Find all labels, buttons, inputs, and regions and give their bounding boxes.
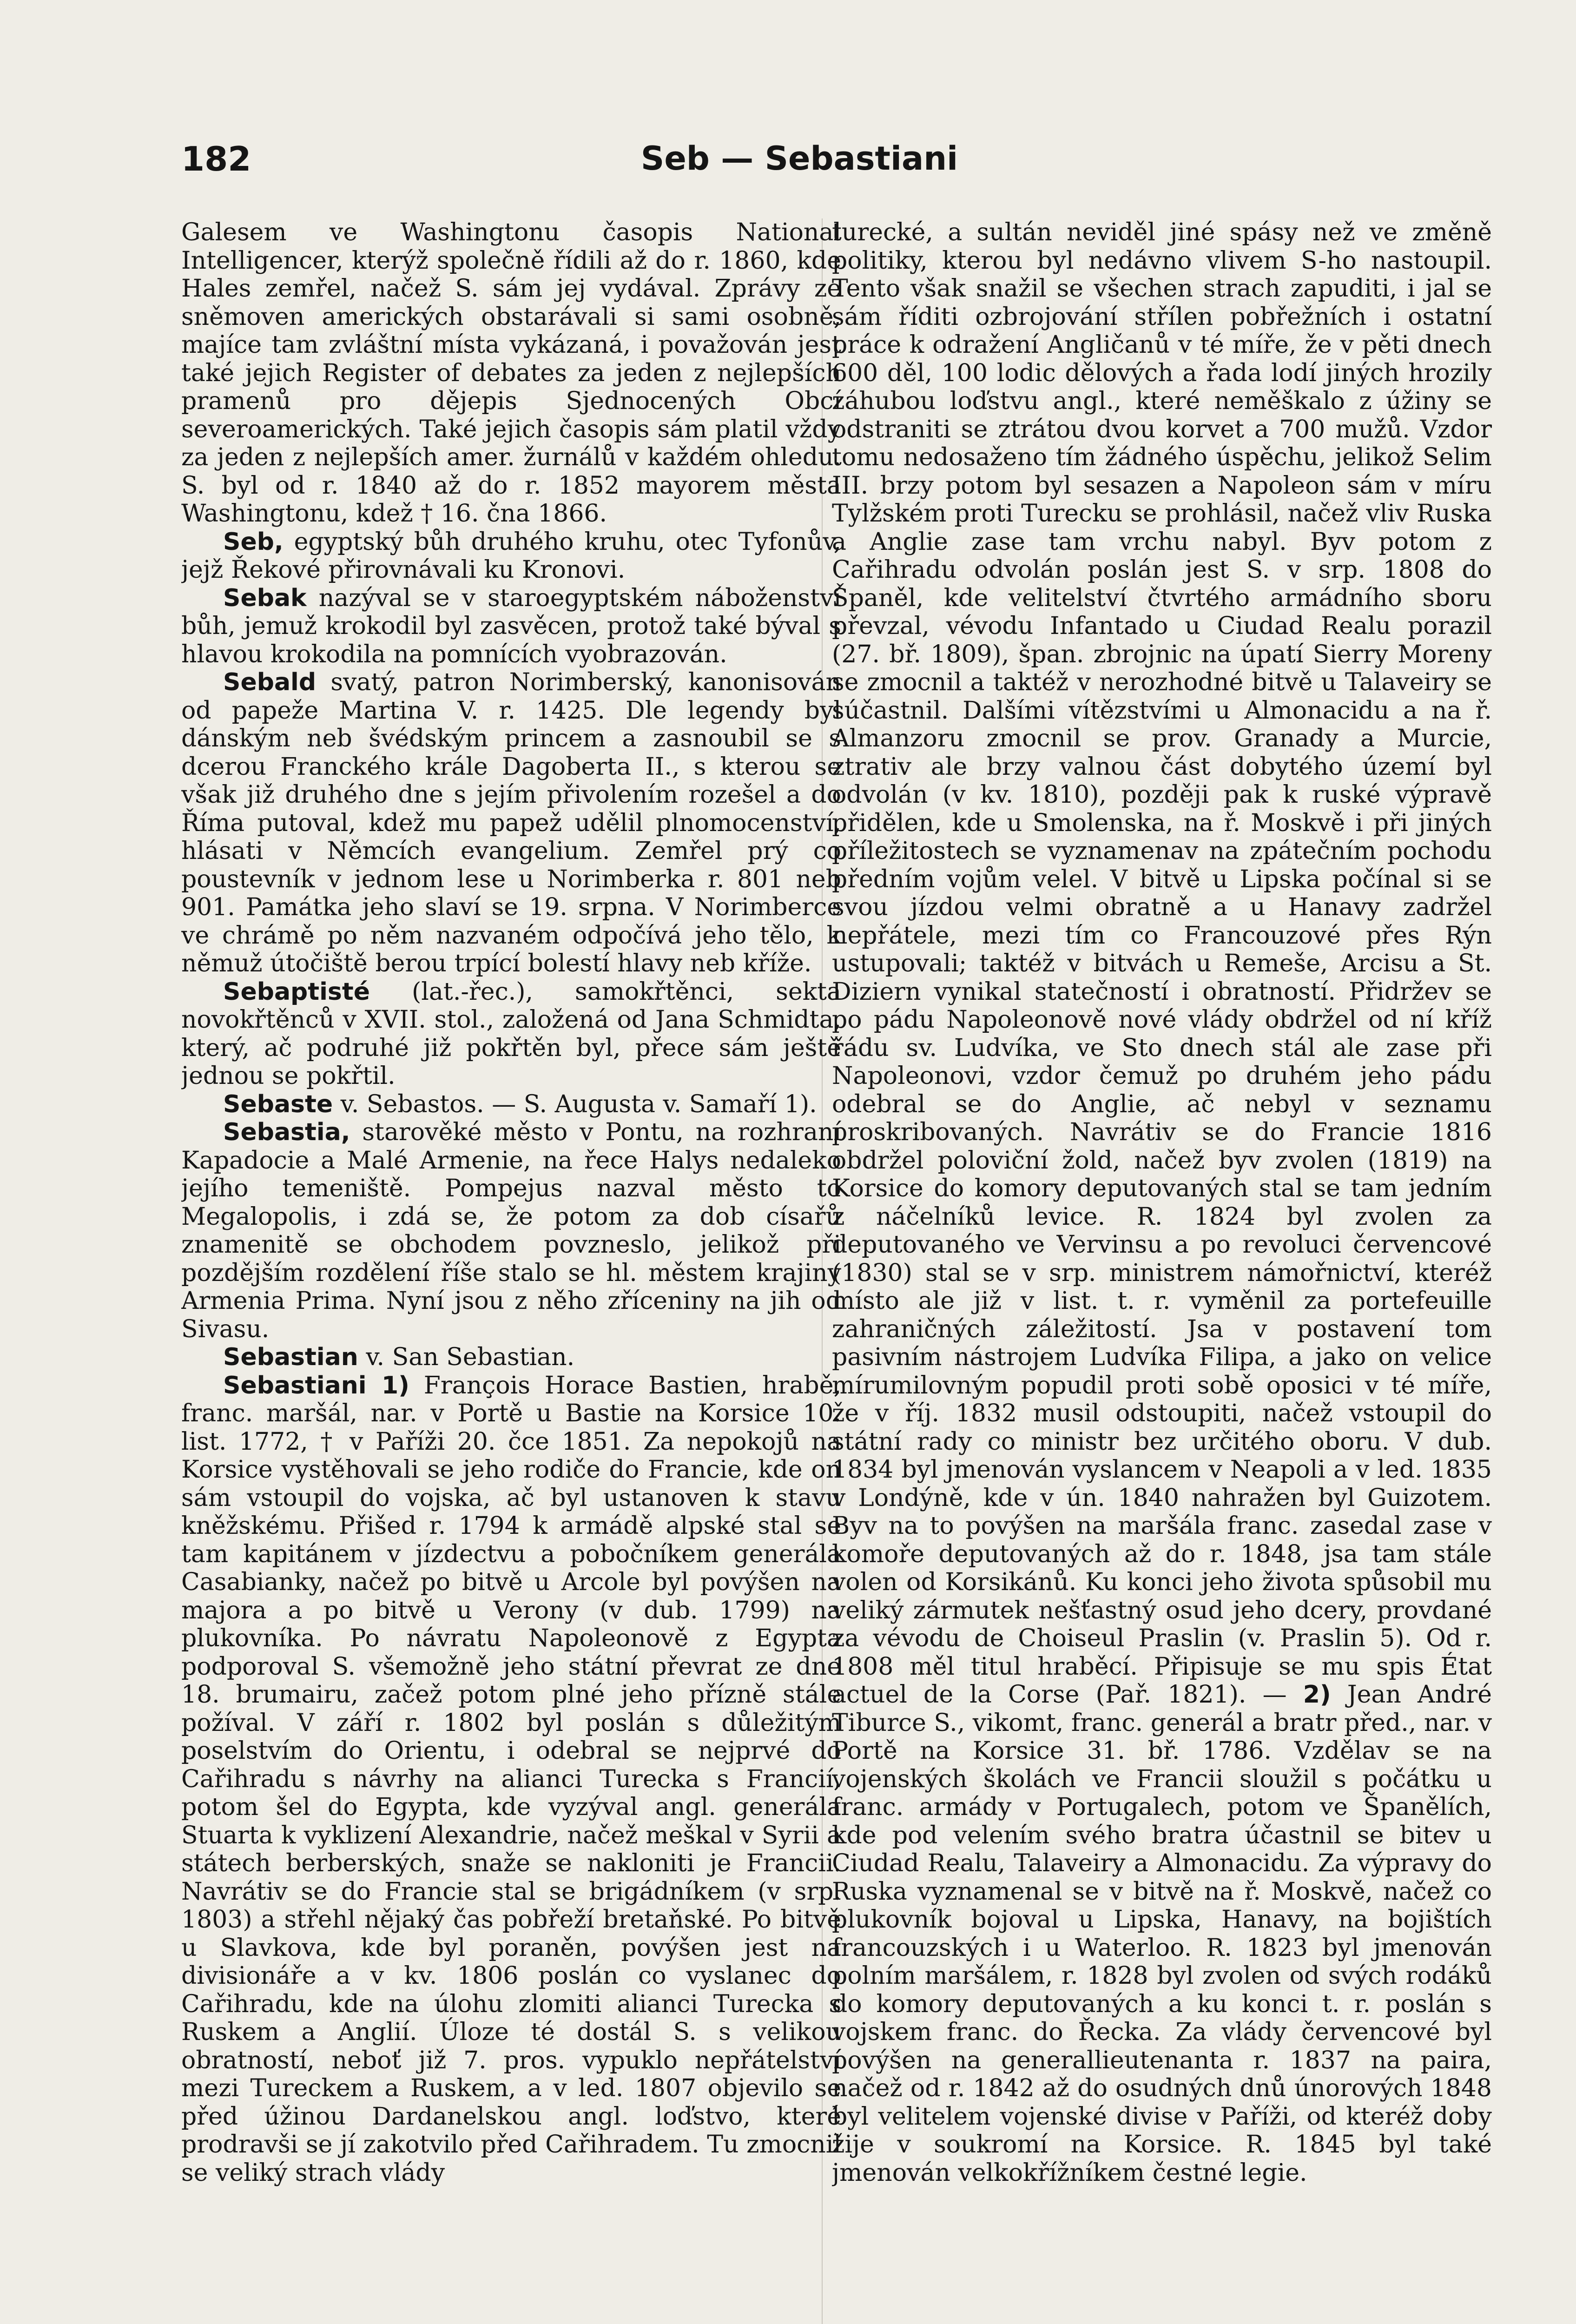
entry-sebastian xyxy=(181,1343,841,1372)
headword: Sebastia, xyxy=(223,1118,350,1146)
entry-sebastia xyxy=(181,1118,841,1343)
left-column xyxy=(181,218,841,2324)
entry-text: Jean André Tiburce S., vikomt, franc. generál a bratr před., nar. v Portě na Korsice 31. bř. 1786. Vzdělav se na vojenských školách ve Francii sloužil s počátku u franc. armády v Portugalech, potom ve Španělích, kde pod velením svého bratra účastnil se bitev u Ciudad Realu, Talaveiry a Almonacidu. Za výpravy do Ruska vyznamenal se v bitvě na ř. Moskvě, načež co plukovník bojoval u Lipska, Hanavy, na bojištích francouzských i u Waterloo. R. 1823 byl jmenován polním maršálem, r. 1828 byl zvolen od svých rodáků do komory deputovaných a ku konci t. r. poslán s vojskem franc. do Řecka. Za vlády červencové byl povýšen na generallieutenanta r. 1837 na paira, načež od r. 1842 až do osudných dnů únorových 1848 byl velitelem vojenské divise v Paříži, od kteréž doby žije v soukromí na Korsice. R. 1845 byl také jmenován velkokřížníkem čestné legie. xyxy=(832,1681,1492,2187)
entry-seb xyxy=(181,528,841,584)
entry-text: v. San Sebastian. xyxy=(366,1343,575,1371)
paragraph-continued: Galesem ve Washingtonu časopis National Intelligencer, kterýž společně řídili až do r. 1860, kde Hales zemřel, načež S. sám jej vydával. Zprávy ze sněmoven amerických obstarávali si sami osobně, majíce tam zvláštní místa vykázaná, i považován jest také jejich Register of debates za jeden z nejlepších pramenů pro dějepis Sjednocených Obcí severoamerických. Také jejich časopis sám platil vždy za jeden z nejlepších amer. žurnálů v každém ohledu. S. byl od r. 1840 až do r. 1852 mayorem města Washingtonu, kdež † 16. čna 1866. xyxy=(181,218,841,528)
headword: 2) xyxy=(1303,1681,1331,1709)
headword: Seb, xyxy=(223,528,284,556)
headword: Sebaste xyxy=(223,1090,333,1118)
page-number: 182 xyxy=(181,139,251,178)
headword: Sebak xyxy=(223,584,307,612)
entry-text: (lat.-řec.), samokřtěnci, sekta novokřtěnců v XVII. stol., založená od Jana Schmidta, který, ač podruhé již pokřtěn byl, přece sám ještě jednou se pokřtil. xyxy=(181,977,841,1090)
entry-text: v. Sebastos. — S. Augusta v. Samaří 1). xyxy=(340,1090,817,1118)
entry-text: turecké, a sultán neviděl jiné spásy než ve změně politiky, kterou byl nedávno vlivem S-ho nastoupil. Tento však snažil se všechen strach zapuditi, i jal se sám říditi ozbrojování střílen pobřežních i ostatní práce k odražení Angličanů v té míře, že v pěti dnech 600 děl, 100 lodic dělových a řada lodí jiných hrozily záhubou loďstvu angl., které neměškalo z úžiny se odstraniti se ztrátou dvou korvet a 700 mužů. Vzdor tomu nedosaženo tím žádného úspěchu, jelikož Selim III. brzy potom byl sesazen a Napoleon sám v míru Tylžském proti Turecku se prohlásil, načež vliv Ruska a Anglie zase tam vrchu nabyl. Byv potom z Cařihradu odvolán poslán jest S. v srp. 1808 do Španěl, kde velitelství čtvrtého armádního sboru převzal, vévodu Infantado u Ciudad Realu porazil (27. bř. 1809), špan. zbrojnic na úpatí Sierry Moreny se zmocnil a taktéž v nerozhodné bitvě u Talaveiry se súčastnil. Dalšími vítězstvími u Almonacidu a na ř. Almanzoru zmocnil se prov. Granady a Murcie, ztrativ ale brzy valnou část dobytého území byl odvolán (v kv. 1810), později pak k ruské výpravě přidělen, kde u Smolenska, na ř. Moskvě i při jiných příležitostech se vyznamenav na zpátečním pochodu předním vojům velel. V bitvě u Lipska počínal si se svou jízdou velmi obratně a u Hanavy zadržel nepřátele, mezi tím co Francouzové přes Rýn ustupovali; taktéž v bitvách u Remeše, Arcisu a St. Diziern vynikal statečností i obratností. Přidržev se po pádu Napoleonově nové vlády obdržel od ní kříž řádu sv. Ludvíka, ve Sto dnech stál ale zase při Napoleonovi, vzdor čemuž po druhém jeho pádu odebral se do Anglie, ač nebyl v seznamu proskribovaných. Navrátiv se do Francie 1816 obdržel poloviční žold, načež byv zvolen (1819) na Korsice do komory deputovaných stal se tam jedním z náčelníků levice. R. 1824 byl zvolen za deputovaného ve Vervinsu a po revoluci červencové (1830) stal se v srp. ministrem námořnictví, kteréž místo ale již v list. t. r. vyměnil za portefeuille zahraničných záležitostí. Jsa v postavení tom pasivním nástrojem Ludvíka Filipa, a jako on velice mírumilovným popudil proti sobě oposici v té míře, že v říj. 1832 musil odstoupiti, načež vstoupil do státní rady co ministr bez určitého oboru. V dub. 1834 byl jmenován vyslancem v Neapoli a v led. 1835 v Londýně, kde v ún. 1840 nahražen byl Guizotem. Byv na to povýšen na maršála franc. zasedal zase v komoře deputovaných až do r. 1848, jsa tam stále volen od Korsikánů. Ku konci jeho života spůsobil mu veliký zármutek nešťastný osud jeho dcery, provdané za vévodu de Choiseul Praslin (v. Praslin 5). Od r. 1808 měl titul hraběcí. Připisuje se mu spis État actuel de la Corse (Pař. 1821). — xyxy=(832,218,1492,1709)
page-header xyxy=(181,139,1418,186)
entry-sebaste xyxy=(181,1090,841,1119)
right-column xyxy=(832,218,1492,2324)
entry-text: nazýval se v staroegyptském náboženství bůh, jemuž krokodil byl zasvěcen, protož také býval s hlavou krokodila na pomnících vyobrazován. xyxy=(181,584,841,668)
entry-sebaptiste xyxy=(181,978,841,1090)
entry-sebak xyxy=(181,584,841,669)
headword: Sebaptisté xyxy=(223,977,370,1006)
entry-sebastiani xyxy=(181,1372,841,2187)
headword: Sebastian xyxy=(223,1343,358,1371)
entry-text: egyptský bůh druhého kruhu, otec Tyfonův, jejž Řekové přirovnávali ku Kronovi. xyxy=(181,528,841,584)
entry-text: svatý, patron Norimberský, kanonisován od papeže Martina V. r. 1425. Dle legendy byl dánským neb švédským princem a zasnoubil se s dcerou Franckého krále Dagoberta II., s kterou se však již druhého dne s jejím přivolením rozešel a do Říma putoval, kdež mu papež udělil plnomocenství, hlásati v Němcích evangelium. Zemřel prý co poustevník v jednom lese u Norimberka r. 801 neb 901. Památka jeho slaví se 19. srpna. V Norimberce ve chrámě po něm nazvaném odpočívá jeho tělo, k němuž útočiště berou trpící bolestí hlavy neb kříže. xyxy=(181,668,841,977)
entry-text: starověké město v Pontu, na rozhraní Kapadocie a Malé Armenie, na řece Halys nedaleko jejího temeniště. Pompejus nazval město to Megalopolis, i zdá se, že potom za dob císařů znamenitě se obchodem povzneslo, jelikož při pozdějším rozdělení říše stalo se hl. městem krajiny Armenia Prima. Nyní jsou z něho zříceniny na jih od Sivasu. xyxy=(181,1118,841,1343)
headword: Sebald xyxy=(223,668,317,696)
headword: Sebastiani 1) xyxy=(223,1371,409,1400)
running-head: Seb — Sebastiani xyxy=(640,139,958,178)
entry-text: François Horace Bastien, hrabě, franc. maršál, nar. v Portě u Bastie na Korsice 10. list. 1772, † v Paříži 20. čce 1851. Za nepokojů na Korsice vystěhovali se jeho rodiče do Francie, kde on sám vstoupil do vojska, ač byl ustanoven k stavu kněžskému. Přišed r. 1794 k armádě alpské stal se tam kapitánem v jízdectvu a pobočníkem generála Casabianky, načež po bitvě u Arcole byl povýšen na majora a po bitvě u Verony (v dub. 1799) na plukovníka. Po návratu Napoleonově z Egypta podporoval S. všemožně jeho státní převrat ze dne 18. brumairu, začež potom plné jeho přízně stále požíval. V září r. 1802 byl poslán s důležitým poselstvím do Orientu, i odebral se nejprvé do Cařihradu s návrhy na alianci Turecka s Francií, potom šel do Egypta, kde vyzýval angl. generála Stuarta k vyklizení Alexandrie, načež meškal v Syrii a státech berberských, snaže se nakloniti je Francii. Navrátiv se do Francie stal se brigádníkem (v srp. 1803) a střehl nějaký čas pobřeží bretaňské. Po bitvě u Slavkova, kde byl poraněn, povýšen jest na divisionáře a v kv. 1806 poslán co vyslanec do Cařihradu, kde na úlohu zlomiti alianci Turecka s Ruskem a Anglií. Úloze té dostál S. s velikou obratností, neboť již 7. pros. vypuklo nepřátelství mezi Tureckem a Ruskem, a v led. 1807 objevilo se před úžinou Dardanelskou angl. loďstvo, které prodravši se jí zakotvilo před Cařihradem. Tu zmocnil se veliký strach vlády xyxy=(181,1371,841,2187)
paragraph-continued xyxy=(832,218,1492,2187)
entry-sebald xyxy=(181,668,841,978)
